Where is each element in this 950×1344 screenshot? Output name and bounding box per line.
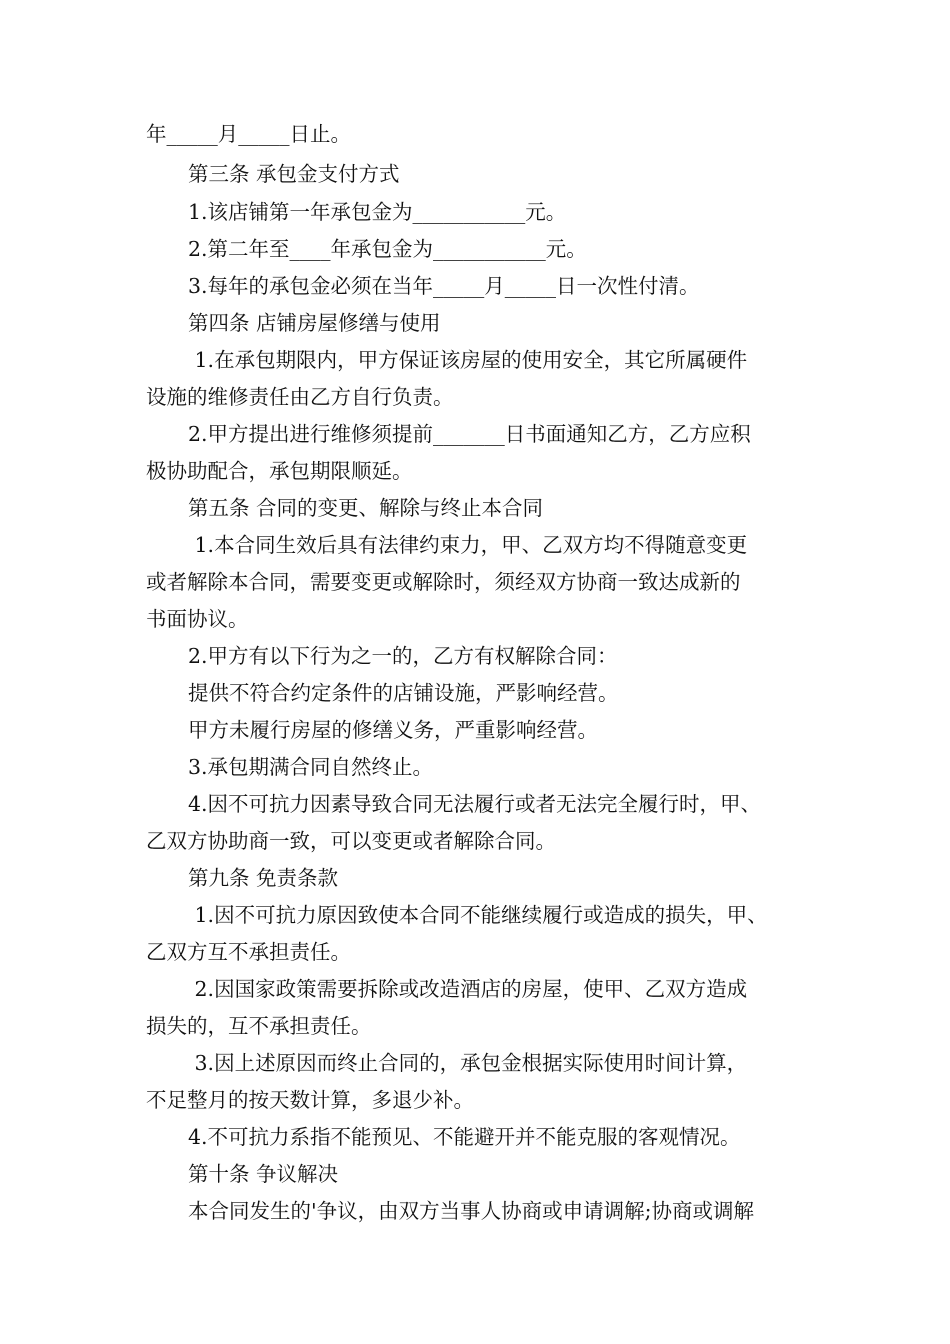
text-line: 3.因上述原因而终止合同的，承包金根据实际使用时间计算， bbox=[188, 1051, 748, 1075]
section-heading: 第三条 承包金支付方式 bbox=[188, 162, 400, 186]
text-line: 甲方未履行房屋的修缮义务，严重影响经营。 bbox=[188, 718, 598, 742]
text-line: 年_____月_____日止。 bbox=[146, 122, 351, 146]
text-line: 2.第二年至____年承包金为___________元。 bbox=[188, 237, 587, 261]
text-line: 4.不可抗力系指不能预见、不能避开并不能克服的客观情况。 bbox=[188, 1125, 741, 1149]
text-line: 极协助配合，承包期限顺延。 bbox=[146, 459, 413, 483]
text-line: 3.承包期满合同自然终止。 bbox=[188, 755, 434, 779]
text-line: 1.因不可抗力原因致使本合同不能继续履行或造成的损失，甲、 bbox=[188, 903, 768, 927]
text-line: 2.甲方提出进行维修须提前_______日书面通知乙方，乙方应积 bbox=[188, 422, 751, 446]
text-line: 设施的维修责任由乙方自行负责。 bbox=[146, 385, 454, 409]
section-heading: 第九条 免责条款 bbox=[188, 866, 339, 890]
text-line: 1.在承包期限内，甲方保证该房屋的使用安全，其它所属硬件 bbox=[188, 348, 748, 372]
section-heading: 第十条 争议解决 bbox=[188, 1162, 339, 1186]
text-line: 4.因不可抗力因素导致合同无法履行或者无法完全履行时，甲、 bbox=[188, 792, 762, 816]
text-line: 损失的，互不承担责任。 bbox=[146, 1014, 372, 1038]
text-line: 1.本合同生效后具有法律约束力，甲、乙双方均不得随意变更 bbox=[188, 533, 748, 557]
text-line: 书面协议。 bbox=[146, 607, 249, 631]
text-line: 3.每年的承包金必须在当年_____月_____日一次性付清。 bbox=[188, 274, 700, 298]
text-line: 乙双方协助商一致，可以变更或者解除合同。 bbox=[146, 829, 556, 853]
text-line: 不足整月的按天数计算，多退少补。 bbox=[146, 1088, 474, 1112]
text-line: 乙双方互不承担责任。 bbox=[146, 940, 351, 964]
section-heading: 第四条 店铺房屋修缮与使用 bbox=[188, 311, 441, 335]
text-line: 提供不符合约定条件的店铺设施，严影响经营。 bbox=[188, 681, 619, 705]
text-line: 2.甲方有以下行为之一的，乙方有权解除合同： bbox=[188, 644, 618, 668]
text-line: 或者解除本合同，需要变更或解除时，须经双方协商一致达成新的 bbox=[146, 570, 741, 594]
text-line: 2.因国家政策需要拆除或改造酒店的房屋，使甲、乙双方造成 bbox=[188, 977, 748, 1001]
text-line: 1.该店铺第一年承包金为___________元。 bbox=[188, 200, 567, 224]
section-heading: 第五条 合同的变更、解除与终止本合同 bbox=[188, 496, 544, 520]
text-line: 本合同发生的'争议，由双方当事人协商或申请调解;协商或调解 bbox=[188, 1199, 755, 1223]
